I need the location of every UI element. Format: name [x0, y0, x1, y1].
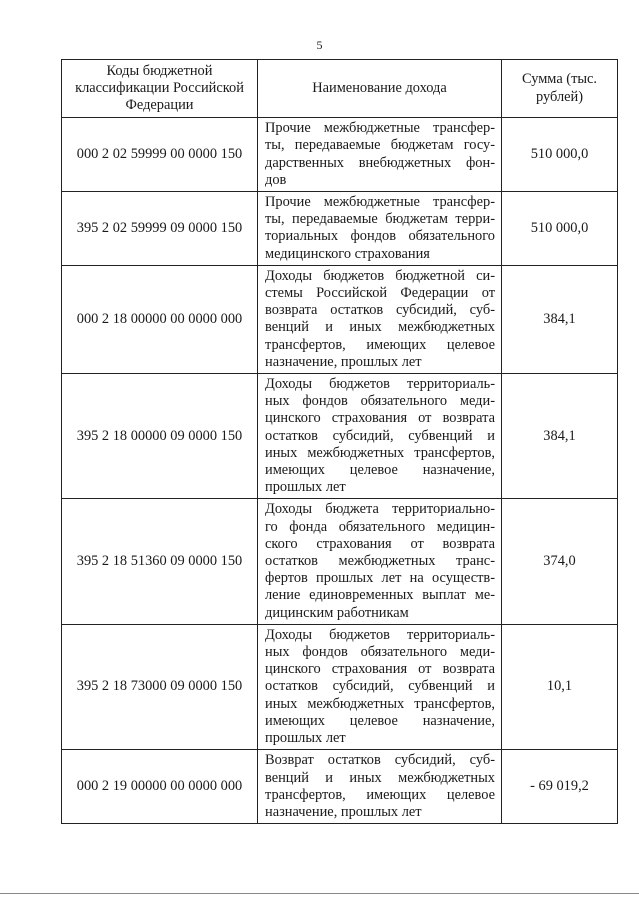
revenue-name-cell [258, 265, 502, 373]
table-row [62, 374, 618, 499]
revenue-table [61, 59, 618, 824]
revenue-name-line: Доходы бюджетов территориаль- [265, 376, 495, 393]
header-revenue-name [258, 60, 502, 118]
table-row [62, 624, 618, 749]
revenue-name-line: ториальных фондов обязательного [265, 228, 495, 245]
amount-cell: 384,1 [502, 265, 618, 373]
revenue-name-line: имеющих целевое назначение, [265, 462, 495, 479]
budget-code-cell: 000 2 02 59999 00 0000 150 [62, 118, 258, 192]
revenue-name-line: ных фондов обязательного меди- [265, 644, 495, 661]
revenue-name-line: дарственных внебюджетных фон- [265, 154, 495, 171]
amount-cell: - 69 019,2 [502, 750, 618, 824]
table-header-row [62, 60, 618, 118]
revenue-name-line: имеющих целевое назначение, [265, 712, 495, 729]
revenue-name-cell [258, 374, 502, 499]
revenue-name-line: го фонда обязательного медицин- [265, 518, 495, 535]
budget-code-cell: 395 2 18 51360 09 0000 150 [62, 499, 258, 624]
revenue-name-cell [258, 750, 502, 824]
header-budget-codes [62, 60, 258, 118]
amount-cell: 384,1 [502, 374, 618, 499]
revenue-name-line: ных фондов обязательного меди- [265, 393, 495, 410]
header-amount-text: Сумма (тыс. рублей) [521, 71, 598, 105]
revenue-name-line: медицинского страхования [265, 245, 430, 262]
page-bottom-rule [0, 893, 639, 894]
amount-cell: 510 000,0 [502, 192, 618, 266]
revenue-name-line: Возврат остатков субсидий, суб- [265, 752, 495, 769]
revenue-name-line: иных межбюджетных трансфертов, [265, 695, 495, 712]
revenue-name-line: Прочие межбюджетные трансфер- [265, 194, 495, 210]
table-row [62, 118, 618, 192]
revenue-name-line: Доходы бюджетов бюджетной си- [265, 267, 495, 284]
revenue-name-line: цинского страхования от возврата [265, 410, 495, 427]
revenue-name-line: иных межбюджетных трансфертов, [265, 444, 495, 461]
budget-code-cell: 000 2 18 00000 00 0000 000 [62, 265, 258, 373]
revenue-name-line: трансфертов, имеющих целевое [265, 786, 495, 803]
table-row [62, 499, 618, 624]
revenue-name-cell [258, 624, 502, 749]
revenue-name-line: венций и иных межбюджетных [265, 319, 495, 336]
header-amount [502, 60, 618, 118]
revenue-name-line: венций и иных межбюджетных [265, 769, 495, 786]
revenue-name-line: ление единовременных выплат ме- [265, 587, 495, 604]
revenue-name-line: прошлых лет [265, 479, 346, 496]
table-row [62, 265, 618, 373]
revenue-name-line: Прочие межбюджетные трансфер- [265, 120, 495, 137]
page-number: 5 [316, 38, 323, 52]
revenue-name-line: цинского страхования от возврата [265, 661, 495, 678]
header-budget-codes-text: Коды бюджетной классификации Российской Федерации [75, 62, 244, 114]
revenue-name-line: возврата остатков субсидий, суб- [265, 302, 495, 319]
revenue-name-line: Доходы бюджета территориально- [265, 501, 495, 518]
revenue-name-line: дов [265, 171, 287, 188]
revenue-name-cell [258, 192, 502, 266]
amount-cell: 374,0 [502, 499, 618, 624]
table-row [62, 750, 618, 824]
revenue-name-line: назначение, прошлых лет [265, 803, 422, 820]
revenue-name-line: фертов прошлых лет на осуществ- [265, 570, 495, 587]
revenue-name-line: остатков межбюджетных транс- [265, 553, 495, 570]
revenue-name-line: ты, передаваемые бюджетам терри- [265, 211, 495, 228]
budget-code-cell: 395 2 02 59999 09 0000 150 [62, 192, 258, 266]
table-row [62, 192, 618, 266]
budget-code-cell: 395 2 18 00000 09 0000 150 [62, 374, 258, 499]
revenue-name-line: прошлых лет [265, 730, 346, 747]
revenue-name-line: остатков субсидий, субвенций и [265, 678, 495, 695]
amount-cell: 510 000,0 [502, 118, 618, 192]
amount-cell: 10,1 [502, 624, 618, 749]
revenue-name-cell [258, 118, 502, 192]
revenue-name-line: дицинским работникам [265, 604, 409, 621]
header-revenue-name-text: Наименование дохода [312, 79, 447, 96]
revenue-name-line: назначение, прошлых лет [265, 353, 422, 370]
revenue-name-line: остатков субсидий, субвенций и [265, 427, 495, 444]
revenue-name-line: ты, передаваемые бюджетам госу- [265, 137, 495, 154]
revenue-name-line: Доходы бюджетов территориаль- [265, 626, 495, 643]
budget-code-cell: 000 2 19 00000 00 0000 000 [62, 750, 258, 824]
revenue-name-cell [258, 499, 502, 624]
budget-code-cell: 395 2 18 73000 09 0000 150 [62, 624, 258, 749]
table-body [62, 118, 618, 824]
revenue-name-line: трансфертов, имеющих целевое [265, 336, 495, 353]
revenue-name-line: стемы Российской Федерации от [265, 285, 495, 302]
revenue-name-line: ского страхования от возврата [265, 535, 495, 552]
